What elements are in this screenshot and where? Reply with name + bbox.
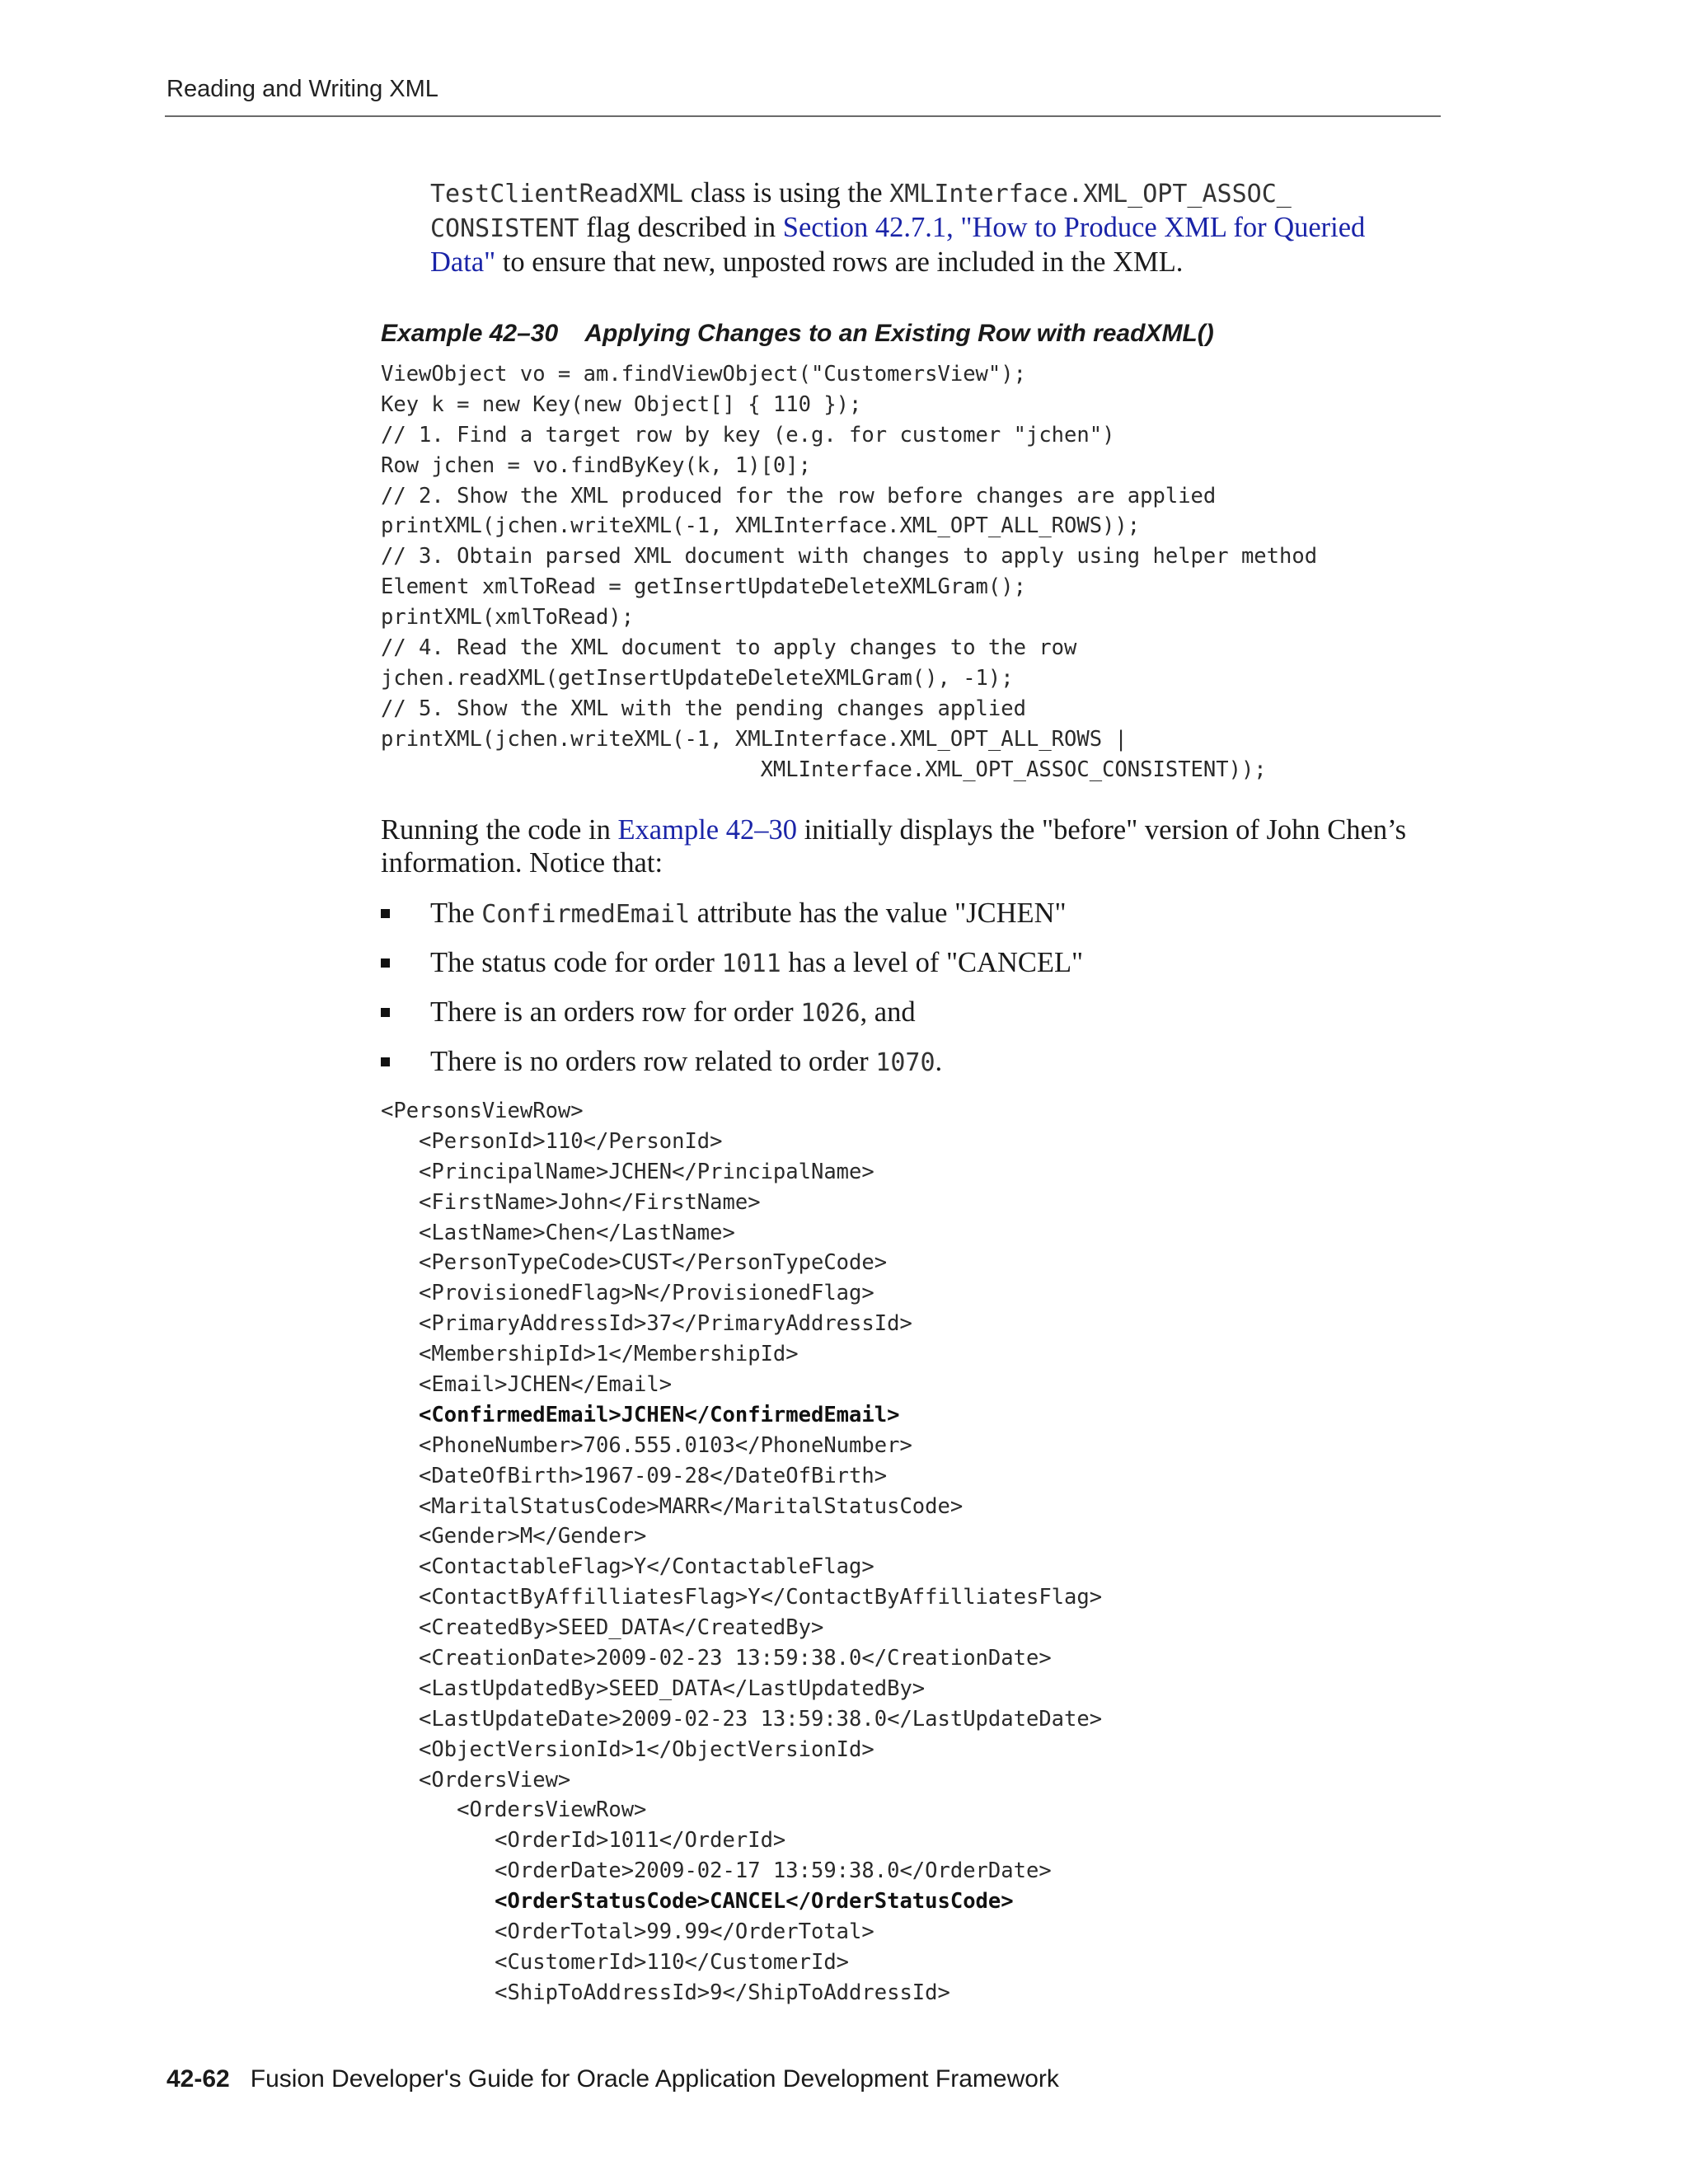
xml-line: <LastUpdatedBy>SEED_DATA</LastUpdatedBy> [381,1675,926,1701]
xml-line: <MembershipId>1</MembershipId> [381,1342,799,1367]
code-line: XMLInterface.XML_OPT_ASSOC_CONSISTENT)); [381,757,1267,782]
intro-text: flag described in [579,212,783,243]
xml-line: <PersonsViewRow> [381,1099,584,1123]
xml-output-block [381,1096,1102,2008]
bullet-item: There is no orders row related to order 1070. [381,1045,1083,1094]
code-line: Element xmlToRead = getInsertUpdateDeleteXMLGram(); [381,574,1026,600]
section-link[interactable]: Section 42.7.1, "How to Produce XML for Queried Data" [430,212,1366,278]
xml-line: <OrderId>1011</OrderId> [381,1828,786,1854]
xml-line: <CustomerId>110</CustomerId> [381,1949,850,1975]
bullet-square-icon [381,909,390,918]
code-line: // 2. Show the XML produced for the row before changes are applied [381,483,1217,509]
xml-line: <OrderDate>2009-02-17 13:59:38.0</OrderDate> [381,1858,1052,1884]
code-line: // 5. Show the XML with the pending changes applied [381,696,1026,721]
xml-line: <ObjectVersionId>1</ObjectVersionId> [381,1736,874,1762]
inline-code: CONSISTENT [430,214,579,243]
xml-line: <PersonId>110</PersonId> [381,1128,723,1154]
intro-text: to ensure that new, unposted rows are included in the XML. [495,246,1184,278]
example-caption: Example 42–30 Applying Changes to an Existing Row with readXML() [381,320,1214,347]
inline-code: XMLInterface.XML_OPT_ASSOC_ [889,180,1292,209]
inline-code: 1070 [875,1048,935,1077]
xml-line: <OrdersViewRow> [381,1797,647,1823]
code-line: Row jchen = vo.findByKey(k, 1)[0]; [381,452,811,478]
page-number: 42-62 [166,2065,230,2093]
xml-line: <MaritalStatusCode>MARR</MaritalStatusCode> [381,1493,964,1519]
xml-line-highlighted: <ConfirmedEmail>JCHEN</ConfirmedEmail> [381,1402,900,1427]
code-line: // 3. Obtain parsed XML document with changes to apply using helper method [381,544,1318,569]
xml-line: <OrdersView> [381,1767,571,1793]
code-line: printXML(jchen.writeXML(-1, XMLInterface.XML_OPT_ALL_ROWS | [381,726,1128,752]
inline-code: 1011 [721,949,781,978]
bullet-item: The ConfirmedEmail attribute has the value "JCHEN" [381,897,1083,946]
xml-line: <OrderTotal>99.99</OrderTotal> [381,1919,874,1945]
code-line: printXML(jchen.writeXML(-1, XMLInterface.XML_OPT_ALL_ROWS)); [381,513,1141,539]
code-line: ViewObject vo = am.findViewObject("CustomersView"); [381,362,1026,387]
xml-line: <DateOfBirth>1967-09-28</DateOfBirth> [381,1463,888,1488]
xml-line: <FirstName>John</FirstName> [381,1189,761,1215]
bullet-square-icon [381,1008,390,1017]
inline-code: 1026 [800,999,860,1028]
xml-line: <ProvisionedFlag>N</ProvisionedFlag> [381,1281,874,1306]
bullet-square-icon [381,1057,390,1066]
bullet-list [381,897,1083,1094]
code-line: printXML(xmlToRead); [381,605,635,630]
book-title: Fusion Developer's Guide for Oracle Application Development Framework [250,2065,1059,2093]
xml-line: <PersonTypeCode>CUST</PersonTypeCode> [381,1250,888,1276]
xml-line: <LastName>Chen</LastName> [381,1220,735,1245]
xml-line-highlighted: <OrderStatusCode>CANCEL</OrderStatusCode> [381,1889,1014,1915]
xml-line: <PrincipalName>JCHEN</PrincipalName> [381,1159,874,1184]
example-link[interactable]: Example 42–30 [617,814,797,846]
xml-line: <LastUpdateDate>2009-02-23 13:59:38.0</LastUpdateDate> [381,1706,1103,1732]
header-divider [165,115,1441,117]
code-line: Key k = new Key(new Object[] { 110 }); [381,391,862,417]
xml-line: <PhoneNumber>706.555.0103</PhoneNumber> [381,1432,912,1458]
inline-code: TestClientReadXML [430,180,684,209]
page-footer [166,2065,1059,2093]
code-line: // 1. Find a target row by key (e.g. for customer "jchen") [381,422,1115,448]
bullet-item: The status code for order 1011 has a level of "CANCEL" [381,946,1083,996]
inline-code: ConfirmedEmail [481,900,691,929]
xml-line: <ContactableFlag>Y</ContactableFlag> [381,1554,874,1580]
xml-line: <Email>JCHEN</Email> [381,1372,673,1398]
example-code-block [381,359,1317,785]
xml-line: <CreatedBy>SEED_DATA</CreatedBy> [381,1615,824,1641]
intro-paragraph [430,176,1441,279]
code-line: jchen.readXML(getInsertUpdateDeleteXMLGram(), -1); [381,665,1014,691]
bullet-square-icon [381,958,390,968]
code-line: // 4. Read the XML document to apply changes to the row [381,635,1077,661]
running-header: Reading and Writing XML [166,76,438,102]
xml-line: <ContactByAffilliatesFlag>Y</ContactByAffilliatesFlag> [381,1585,1103,1610]
xml-line: <Gender>M</Gender> [381,1524,647,1549]
bullet-item: There is an orders row for order 1026, and [381,996,1083,1045]
xml-line: <CreationDate>2009-02-23 13:59:38.0</CreationDate> [381,1646,1052,1671]
xml-line: <ShipToAddressId>9</ShipToAddressId> [381,1980,950,2005]
xml-line: <PrimaryAddressId>37</PrimaryAddressId> [381,1311,912,1337]
intro-text: class is using the [683,177,890,209]
body-paragraph: Running the code in Example 42–30 initially displays the "before" version of John Chen’s information. Notice that: [381,814,1407,879]
